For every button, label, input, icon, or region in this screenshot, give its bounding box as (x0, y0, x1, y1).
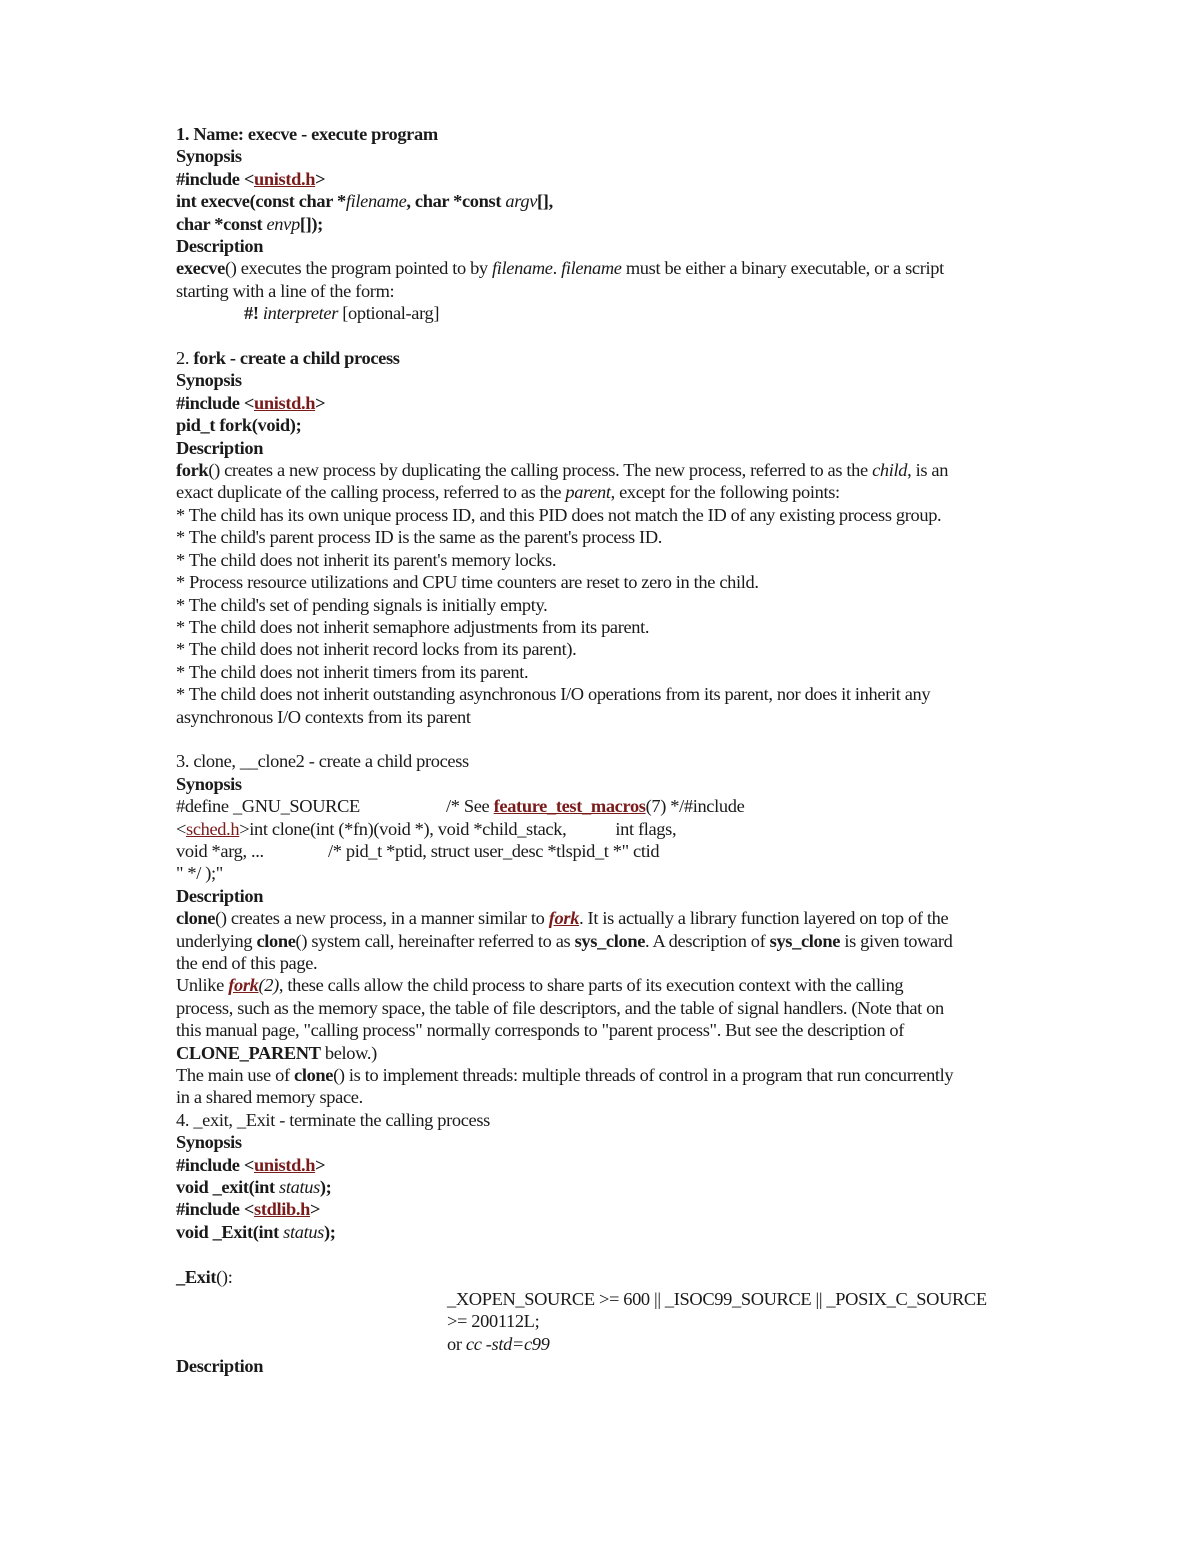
include-prefix: #include < (176, 392, 255, 413)
fork-point: * The child has its own unique process ID, and this PID does not match the ID of any existing process group. (176, 504, 942, 525)
sched-h-link[interactable]: sched.h (186, 818, 240, 839)
proto-text: int execve(const char * (176, 191, 346, 212)
clone-description-line-1 (176, 907, 1076, 929)
unistd-h-link[interactable]: unistd.h (254, 168, 316, 189)
section-4-include-stdlib (176, 1198, 1076, 1220)
param-envp: envp (266, 213, 300, 234)
param-filename: filename (561, 258, 622, 279)
fork-2-link[interactable]: fork (228, 975, 259, 996)
section-2-synopsis-label: Synopsis (176, 370, 242, 391)
term-child: child (872, 460, 908, 481)
term-clone-parent: CLONE_PARENT (176, 1042, 321, 1063)
proto-text: []); (299, 213, 323, 234)
proto-text: char *const (176, 213, 267, 234)
define-directive: #define _GNU_SOURCE (176, 796, 360, 817)
exit-prototype (176, 1176, 1076, 1198)
clone-description-line-7 (176, 1042, 1076, 1064)
desc-text: is given toward (840, 930, 953, 951)
comment-text: /* See (446, 796, 494, 817)
compiler-flag: cc -std=c99 (465, 1333, 550, 1354)
Exit-prototype (176, 1221, 1076, 1243)
section-4-description-label: Description (176, 1356, 264, 1377)
section-4-synopsis-label: Synopsis (176, 1132, 242, 1153)
execve-prototype-line-1 (176, 190, 1076, 212)
param-filename: filename (345, 191, 407, 212)
clone-prototype: >int clone(int (*fn)(void *), void *child_stack, (239, 818, 567, 839)
section-1-include (176, 168, 1076, 190)
heading-text: fork - create a child process (193, 348, 400, 369)
section-3-synopsis-label: Synopsis (176, 773, 242, 794)
param-status: status (279, 1177, 320, 1198)
proto-text: ); (319, 1177, 332, 1198)
desc-text: () is to implement threads: multiple threads of control in a program that run concurrently (333, 1065, 954, 1086)
clone-description-line-5: process, such as the memory space, the table of file descriptors, and the table of signal handlers. (Note that on (176, 997, 944, 1018)
feature-requirement-line-3 (176, 1333, 1076, 1355)
desc-text: below.) (320, 1042, 377, 1063)
clone-prototype: int flags, (615, 818, 677, 839)
term-parent: parent (565, 482, 611, 503)
desc-text: () executes the program pointed to by (224, 258, 493, 279)
section-1-description-line-2: starting with a line of the form: (176, 280, 395, 301)
func-name: execve (176, 258, 225, 279)
section-4-include-unistd (176, 1154, 1076, 1176)
desc-text: , these calls allow the child process to share parts of its execution context with the calling (278, 975, 904, 996)
clone-description-line-2 (176, 930, 1076, 952)
param-argv: argv (505, 191, 538, 212)
exit-feature-label (176, 1266, 1076, 1288)
section-2-heading (176, 347, 1076, 369)
section-4-heading: 4. _exit, _Exit - terminate the calling process (176, 1109, 490, 1130)
fork-point: * The child does not inherit timers from its parent. (176, 661, 529, 682)
desc-text: . A description of (645, 930, 770, 951)
func-name: _Exit (176, 1266, 217, 1287)
desc-text: , except for the following points: (610, 482, 840, 503)
section-1-heading: 1. Name: execve - execute program (176, 124, 438, 144)
include-prefix: #include < (176, 1199, 255, 1220)
document-body (176, 123, 1076, 1378)
comment-text: (7) */#include (645, 796, 745, 817)
shebang-marker: #! (244, 303, 263, 324)
label-text: (): (216, 1266, 233, 1287)
section-3-heading: 3. clone, __clone2 - create a child process (176, 751, 469, 772)
term-sys-clone: sys_clone (769, 930, 841, 951)
proto-text: , char *const (406, 191, 506, 212)
func-name: clone (256, 930, 296, 951)
shebang-line (176, 302, 1076, 324)
fork-point: * The child does not inherit semaphore adjustments from its parent. (176, 616, 650, 637)
fork-point-continuation: asynchronous I/O contexts from its parent (176, 706, 471, 727)
section-2-description-line-1 (176, 459, 1076, 481)
desc-text: () creates a new process by duplicating the calling process. The new process, referred to as the (208, 460, 873, 481)
stdlib-h-link[interactable]: stdlib.h (254, 1199, 310, 1220)
include-suffix: > (310, 1199, 321, 1220)
section-1-synopsis-label: Synopsis (176, 146, 242, 167)
clone-description-line-3: the end of this page. (176, 953, 318, 973)
desc-text: underlying (176, 930, 257, 951)
include-suffix: > (315, 392, 326, 413)
proto-text: void _exit(int (176, 1177, 280, 1198)
include-suffix: > (315, 1154, 326, 1175)
desc-text: Unlike (176, 975, 229, 996)
fork-link[interactable]: fork (548, 908, 580, 929)
func-name: fork (176, 460, 209, 481)
clone-description-line-6: this manual page, "calling process" normally corresponds to "parent process". But see the description of (176, 1020, 905, 1041)
clone-synopsis-line-4: " */ );" (176, 863, 223, 884)
comment-text: /* pid_t *ptid, struct user_desc *tlspid_t *" ctid (328, 840, 660, 861)
desc-text: () creates a new process, in a manner similar to (215, 908, 549, 929)
proto-text: [], (537, 191, 553, 212)
proto-text: ); (323, 1221, 336, 1242)
man-section: (2) (258, 975, 279, 996)
include-prefix: < (176, 818, 187, 839)
section-1-description-label: Description (176, 236, 264, 257)
include-suffix: > (315, 168, 326, 189)
clone-description-line-8 (176, 1064, 1076, 1086)
desc-text: . (552, 258, 562, 279)
optional-arg: [optional-arg] (338, 303, 440, 324)
section-3-description-label: Description (176, 885, 264, 906)
include-prefix: #include < (176, 1154, 255, 1175)
desc-text: The main use of (176, 1065, 294, 1086)
section-2-description-line-2 (176, 481, 1076, 503)
desc-text: () system call, hereinafter referred to as (295, 930, 575, 951)
fork-point: * The child's parent process ID is the same as the parent's process ID. (176, 527, 663, 548)
fork-point: * Process resource utilizations and CPU time counters are reset to zero in the child. (176, 572, 759, 593)
desc-text: . It is actually a library function layered on top of the (579, 908, 949, 929)
feature-requirement-line-1: _XOPEN_SOURCE >= 600 || _ISOC99_SOURCE || _POSIX_C_SOURCE (447, 1289, 987, 1310)
param-filename: filename (492, 258, 553, 279)
clone-synopsis-line-1 (176, 795, 1076, 817)
desc-text: exact duplicate of the calling process, referred to as the (176, 482, 566, 503)
req-text: or (447, 1333, 466, 1354)
clone-synopsis-line-3 (176, 840, 1076, 862)
clone-description-line-9: in a shared memory space. (176, 1087, 363, 1108)
unistd-h-link[interactable]: unistd.h (254, 1154, 316, 1175)
fork-point: * The child does not inherit record locks from its parent). (176, 639, 577, 660)
fork-point: * The child does not inherit outstanding asynchronous I/O operations from its parent, nor does it inherit any (176, 684, 931, 705)
clone-synopsis-line-2 (176, 818, 1076, 840)
fork-point: * The child's set of pending signals is initially empty. (176, 594, 548, 615)
section-number: 2. (176, 348, 194, 369)
feature-test-macros-link[interactable]: feature_test_macros (493, 796, 646, 817)
clone-description-line-4 (176, 974, 1076, 996)
term-sys-clone: sys_clone (574, 930, 646, 951)
spacer (176, 325, 1076, 347)
proto-text: void _Exit(int (176, 1221, 284, 1242)
unistd-h-link[interactable]: unistd.h (254, 392, 316, 413)
section-2-description-label: Description (176, 437, 264, 458)
func-name: clone (294, 1065, 334, 1086)
feature-requirement-line-2: >= 200112L; (447, 1311, 540, 1332)
spacer (176, 728, 1076, 750)
fork-point: * The child does not inherit its parent's memory locks. (176, 549, 557, 570)
execve-prototype-line-2 (176, 213, 1076, 235)
section-1-description-line-1 (176, 257, 1076, 279)
clone-prototype: void *arg, ... (176, 840, 264, 861)
param-status: status (283, 1221, 324, 1242)
interpreter-param: interpreter (262, 303, 339, 324)
section-2-include (176, 392, 1076, 414)
include-prefix: #include < (176, 168, 255, 189)
func-name: clone (176, 908, 216, 929)
spacer (176, 1243, 1076, 1265)
desc-text: , is an (907, 460, 949, 481)
desc-text: must be either a binary executable, or a script (621, 258, 944, 279)
fork-prototype: pid_t fork(void); (176, 415, 302, 436)
